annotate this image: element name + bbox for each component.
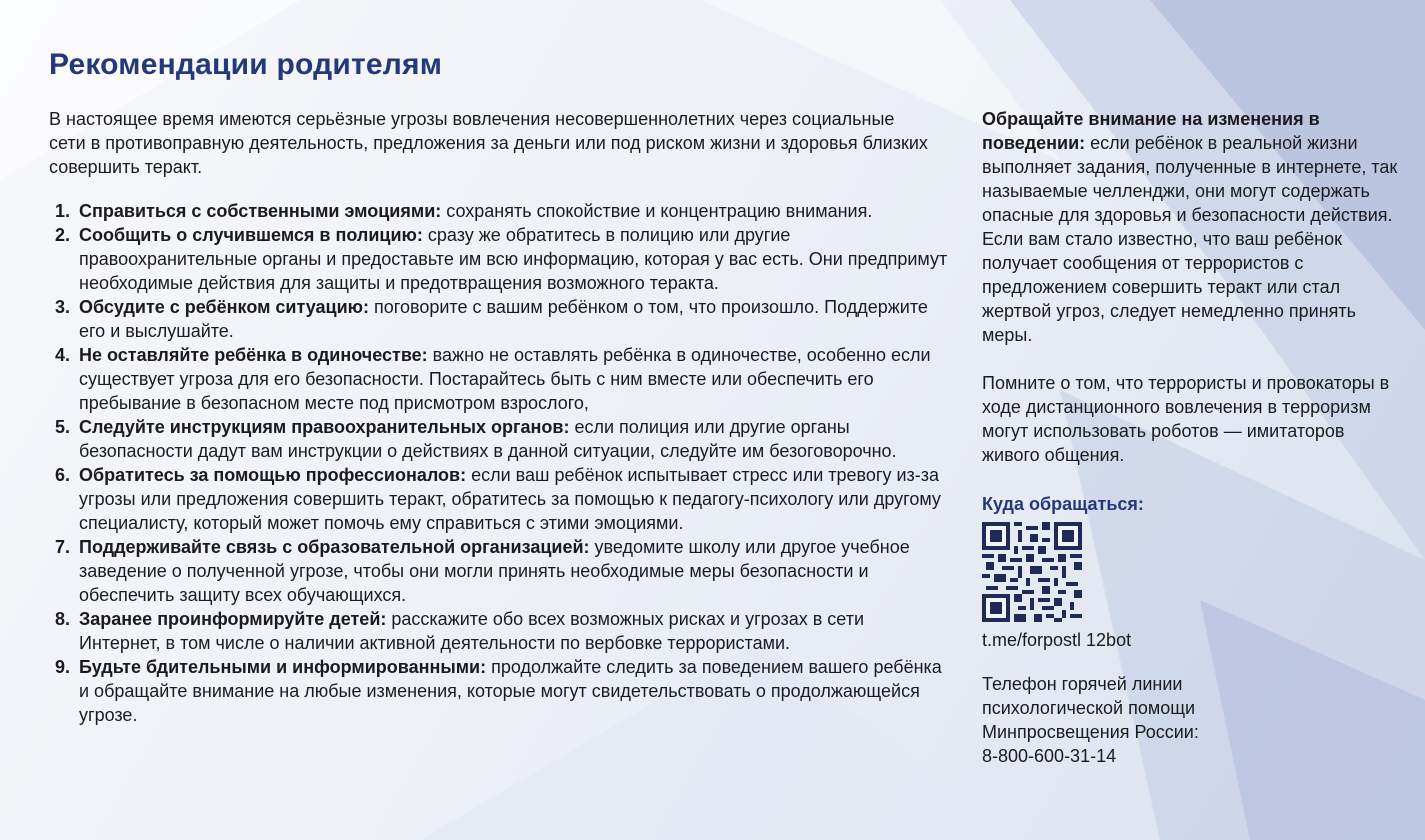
- item-text: расскажите обо всех возможных рисках и угрозах в сети Интернет, в том числе о наличии активной деятельности по вербовке террористами.: [79, 609, 865, 653]
- behavior-lead: Обращайте внимание на изменения в поведении:: [982, 109, 1320, 153]
- contact-heading: Куда обращаться:: [982, 494, 1144, 514]
- item-number: 6.: [55, 465, 71, 485]
- item-lead: Заранее проинформируйте детей:: [79, 609, 387, 629]
- item-number: 3.: [55, 297, 71, 317]
- item-lead: Следуйте инструкциям правоохранительных органов:: [79, 417, 570, 437]
- behavior-text: если ребёнок в реальной жизни выполняет задания, полученные в интернете, так называемые челленджи, они могут содержать опасные для здоровья и безопасности действия. Если вам стало известно, что ваш ребёнок получает сообщения от террористов с предложением совершить теракт или стал жертвой угроз, следует немедленно принять меры.: [982, 133, 1398, 345]
- list-item: [49, 199, 949, 223]
- hotline-label-1: Телефон горячей линии: [982, 674, 1183, 694]
- item-text: уведомите школу или другое учебное заведение о полученной угрозе, чтобы они могли принять необходимые меры безопасности и обеспечить защиту всех обучающихся.: [79, 537, 910, 605]
- list-item: [49, 223, 949, 295]
- item-text: поговорите с вашим ребёнком о том, что произошло. Поддержите его и выслушайте.: [79, 297, 928, 341]
- list-item: [49, 535, 949, 607]
- item-number: 2.: [55, 225, 71, 245]
- item-text: сразу же обратитесь в полицию или другие правоохранительные органы и предоставьте им всю информацию, которая у вас есть. Они предпримут необходимые действия для защиты и предотвращения возможного теракта.: [79, 225, 948, 293]
- intro-paragraph: В настоящее время имеются серьёзные угрозы вовлечения несовершеннолетних через социальные сети в противоправную деятельность, предложения за деньги или под риском жизни и здоровья близких совершить теракт.: [49, 109, 928, 177]
- reminder-paragraph: Помните о том, что террористы и провокаторы в ходе дистанционного вовлечения в терроризм могут использовать роботов — имитаторов живого общения.: [982, 373, 1390, 465]
- item-text: если полиция или другие органы безопасности дадут вам инструкции о действиях в данной ситуации, следуйте им безоговорочно.: [79, 417, 897, 461]
- recommendations-list: [49, 199, 949, 727]
- right-column: [982, 107, 1402, 768]
- hotline-label-2: психологической помощи: [982, 698, 1196, 718]
- hotline-phone[interactable]: 8-800-600-31-14: [982, 746, 1117, 766]
- item-text: продолжайте следить за поведением вашего ребёнка и обращайте внимание на любые изменения, которые могут свидетельствовать о продолжающейся угрозе.: [79, 657, 942, 725]
- item-number: 1.: [55, 201, 71, 221]
- behavior-paragraph: [982, 107, 1402, 347]
- item-lead: Сообщить о случившемся в полицию:: [79, 225, 423, 245]
- page-title: Рекомендации родителям: [49, 48, 443, 81]
- item-number: 9.: [55, 657, 71, 677]
- item-text: важно не оставлять ребёнка в одиночестве, особенно если существует угроза для его безопасности. Постарайтесь быть с ним вместе или обеспечить его пребывание в безопасном месте под присмотром взрослого,: [79, 345, 931, 413]
- list-item: [49, 415, 949, 463]
- telegram-link[interactable]: t.me/forpostl 12bot: [982, 630, 1132, 650]
- item-text: сохранять спокойствие и концентрацию внимания.: [441, 201, 873, 221]
- list-item: [49, 463, 949, 535]
- item-lead: Справиться с собственными эмоциями:: [79, 201, 442, 221]
- item-number: 7.: [55, 537, 71, 557]
- item-number: 8.: [55, 609, 71, 629]
- hotline-label-3: Минпросвещения России:: [982, 722, 1199, 742]
- item-lead: Обратитесь за помощью профессионалов:: [79, 465, 467, 485]
- qr-code-icon[interactable]: [982, 522, 1082, 622]
- list-item: [49, 343, 949, 415]
- list-item: [49, 295, 949, 343]
- list-item: [49, 607, 949, 655]
- list-item: [49, 655, 949, 727]
- item-lead: Будьте бдительными и информированными:: [79, 657, 487, 677]
- item-number: 5.: [55, 417, 71, 437]
- item-number: 4.: [55, 345, 71, 365]
- item-lead: Поддерживайте связь с образовательной организацией:: [79, 537, 590, 557]
- item-lead: Не оставляйте ребёнка в одиночестве:: [79, 345, 428, 365]
- item-text: если ваш ребёнок испытывает стресс или тревогу из-за угрозы или предложения совершить теракт, обратитесь за помощью к педагогу-психологу или другому специалисту, который может помочь ему справиться с этими эмоциями.: [79, 465, 941, 533]
- item-lead: Обсудите с ребёнком ситуацию:: [79, 297, 370, 317]
